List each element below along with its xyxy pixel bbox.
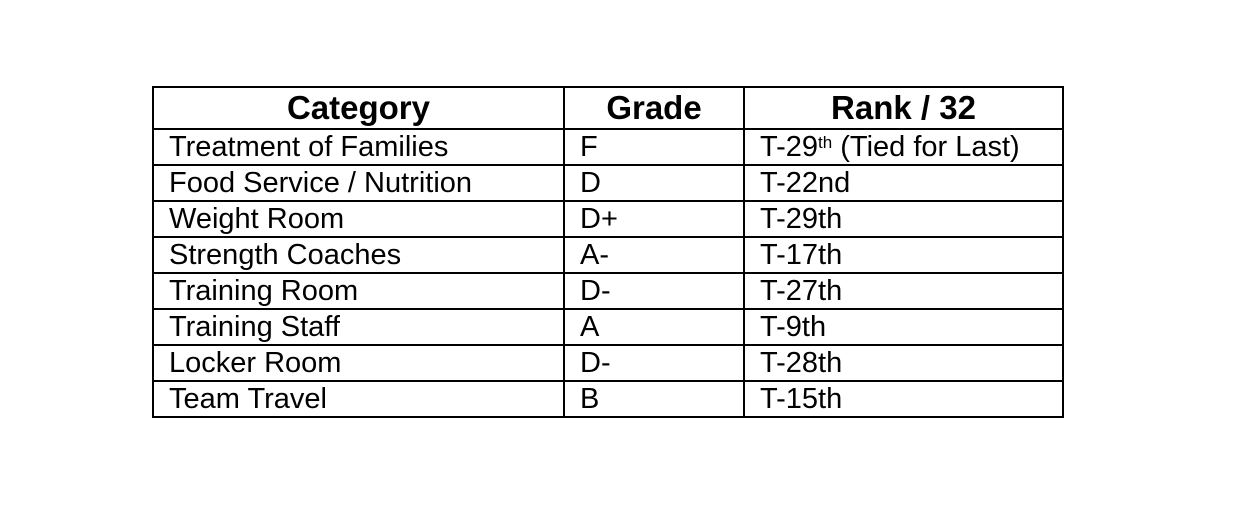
table-row: [153, 201, 1063, 237]
table-row: [153, 309, 1063, 345]
grade-cell: D-: [564, 273, 744, 309]
grade-cell: B: [564, 381, 744, 417]
grade-cell: D+: [564, 201, 744, 237]
table-row: [153, 129, 1063, 165]
rank-header: Rank / 32: [744, 87, 1063, 129]
rank-cell: T-28th: [744, 345, 1063, 381]
grade-cell: A: [564, 309, 744, 345]
rank-cell: T-17th: [744, 237, 1063, 273]
rank-cell: T-22nd: [744, 165, 1063, 201]
category-cell: Food Service / Nutrition: [153, 165, 564, 201]
category-cell: Training Staff: [153, 309, 564, 345]
category-cell: Team Travel: [153, 381, 564, 417]
table-row: [153, 237, 1063, 273]
rank-superscript: th: [818, 133, 833, 152]
table-row: [153, 165, 1063, 201]
table-row: [153, 345, 1063, 381]
category-cell: Training Room: [153, 273, 564, 309]
grade-cell: D-: [564, 345, 744, 381]
rank-cell: T-27th: [744, 273, 1063, 309]
table-header-row: [153, 87, 1063, 129]
category-cell: Locker Room: [153, 345, 564, 381]
grade-header: Grade: [564, 87, 744, 129]
table-row: [153, 273, 1063, 309]
rank-cell: T-9th: [744, 309, 1063, 345]
rank-note: (Tied for Last): [832, 131, 1020, 163]
grade-cell: D: [564, 165, 744, 201]
table-row: [153, 381, 1063, 417]
rank-value: T-29: [760, 131, 819, 163]
category-cell: Weight Room: [153, 201, 564, 237]
rank-cell: [744, 129, 1063, 165]
rank-cell: T-15th: [744, 381, 1063, 417]
rank-cell: T-29th: [744, 201, 1063, 237]
category-cell: Strength Coaches: [153, 237, 564, 273]
grades-table: [152, 86, 1064, 418]
grade-cell: A-: [564, 237, 744, 273]
grade-cell: F: [564, 129, 744, 165]
category-header: Category: [153, 87, 564, 129]
category-cell: Treatment of Families: [153, 129, 564, 165]
